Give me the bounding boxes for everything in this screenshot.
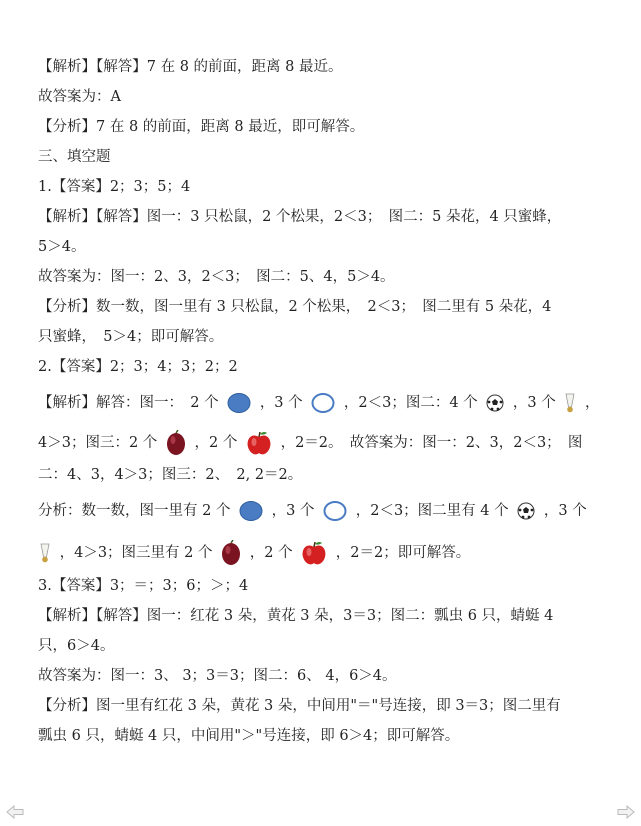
q3-comment-line-1: 【分析】图一里有红花 3 朵，黄花 3 朵，中间用"＝"号连接，即 3＝3；图二里有 [38, 698, 561, 714]
answer-line-1: 故答案为：A [38, 89, 121, 105]
text-segment: ，2＝2。 故答案为：图一：2、3，2＜3； 图 [280, 435, 583, 451]
text-segment: ，3 个 [271, 503, 315, 519]
text-segment: ，3 个 [512, 395, 556, 411]
text-segment: 4＞3；图三：2 个 [38, 435, 158, 451]
q2-answer: 2.【答案】2；3；4；3；2；2 [38, 359, 238, 375]
text-segment: ，2＜3；图二：4 个 [343, 395, 478, 411]
q1-comment-line-1: 【分析】数一数，图一里有 3 只松鼠，2 个松果， 2＜3； 图二里有 5 朵花，4 [38, 299, 552, 315]
q3-conclusion: 故答案为：图一：3、 3；3＝3；图二：6、 4，6＞4。 [38, 668, 397, 684]
plum-icon [220, 540, 242, 566]
filled-blue-oval-icon [226, 392, 252, 414]
q1-conclusion: 故答案为：图一：2、3，2＜3； 图二：5、4，5＞4。 [38, 269, 395, 285]
text-segment: 【解析】解答：图一： 2 个 [38, 395, 219, 411]
shuttlecock-icon [38, 542, 52, 564]
text-segment: ，2＝2；即可解答。 [335, 545, 471, 561]
plum-icon [165, 430, 187, 456]
q1-analysis-line-2: 5＞4。 [38, 239, 86, 255]
q1-comment-line-2: 只蜜蜂， 5＞4；即可解答。 [38, 329, 224, 345]
q2-analysis-line-2 [38, 430, 611, 456]
text-segment: 分析：数一数，图一里有 2 个 [38, 503, 231, 519]
q2-analysis-line-1 [38, 392, 611, 414]
text-segment: ， [584, 395, 600, 411]
text-segment: ，3 个 [543, 503, 587, 519]
soccer-ball-icon [516, 501, 536, 521]
empty-oval-icon [322, 500, 348, 522]
apple-icon [300, 540, 328, 566]
text-segment: ，4＞3；图三里有 2 个 [59, 545, 213, 561]
text-segment: ，2 个 [194, 435, 238, 451]
q3-analysis-line-2: 只，6＞4。 [38, 638, 115, 654]
q1-analysis-line-1: 【解析】【解答】图一：3 只松鼠，2 个松果，2＜3； 图二：5 朵花，4 只蜜蜂， [38, 209, 562, 225]
next-arrow-icon[interactable] [617, 804, 635, 820]
q1-answer: 1.【答案】2；3；5；4 [38, 179, 191, 195]
section-title: 三、填空题 [38, 149, 111, 165]
text-segment: ，2 个 [249, 545, 293, 561]
q2-comment-line-2 [38, 540, 611, 566]
filled-blue-oval-icon [238, 500, 264, 522]
comment-line-1: 【分析】7 在 8 的前面，距离 8 最近，即可解答。 [38, 119, 365, 135]
empty-oval-icon [310, 392, 336, 414]
q3-answer: 3.【答案】3；＝；3；6；＞；4 [38, 578, 249, 594]
soccer-ball-icon [485, 393, 505, 413]
prev-arrow-icon[interactable] [6, 804, 24, 820]
q3-analysis-line-1: 【解析】【解答】图一：红花 3 朵，黄花 3 朵，3＝3；图二：瓢虫 6 只，蜻蜓 4 [38, 608, 554, 624]
shuttlecock-icon [563, 392, 577, 414]
apple-icon [245, 430, 273, 456]
text-segment: ，2＜3；图二里有 4 个 [355, 503, 509, 519]
q3-comment-line-2: 瓢虫 6 只，蜻蜓 4 只，中间用"＞"号连接，即 6＞4；即可解答。 [38, 728, 460, 744]
q2-comment-line-1 [38, 500, 611, 522]
q2-analysis-line-3: 二：4、3，4＞3；图三：2、 2, 2＝2。 [38, 467, 303, 483]
analysis-line-1: 【解析】【解答】7 在 8 的前面，距离 8 最近。 [38, 59, 343, 75]
text-segment: ，3 个 [259, 395, 303, 411]
